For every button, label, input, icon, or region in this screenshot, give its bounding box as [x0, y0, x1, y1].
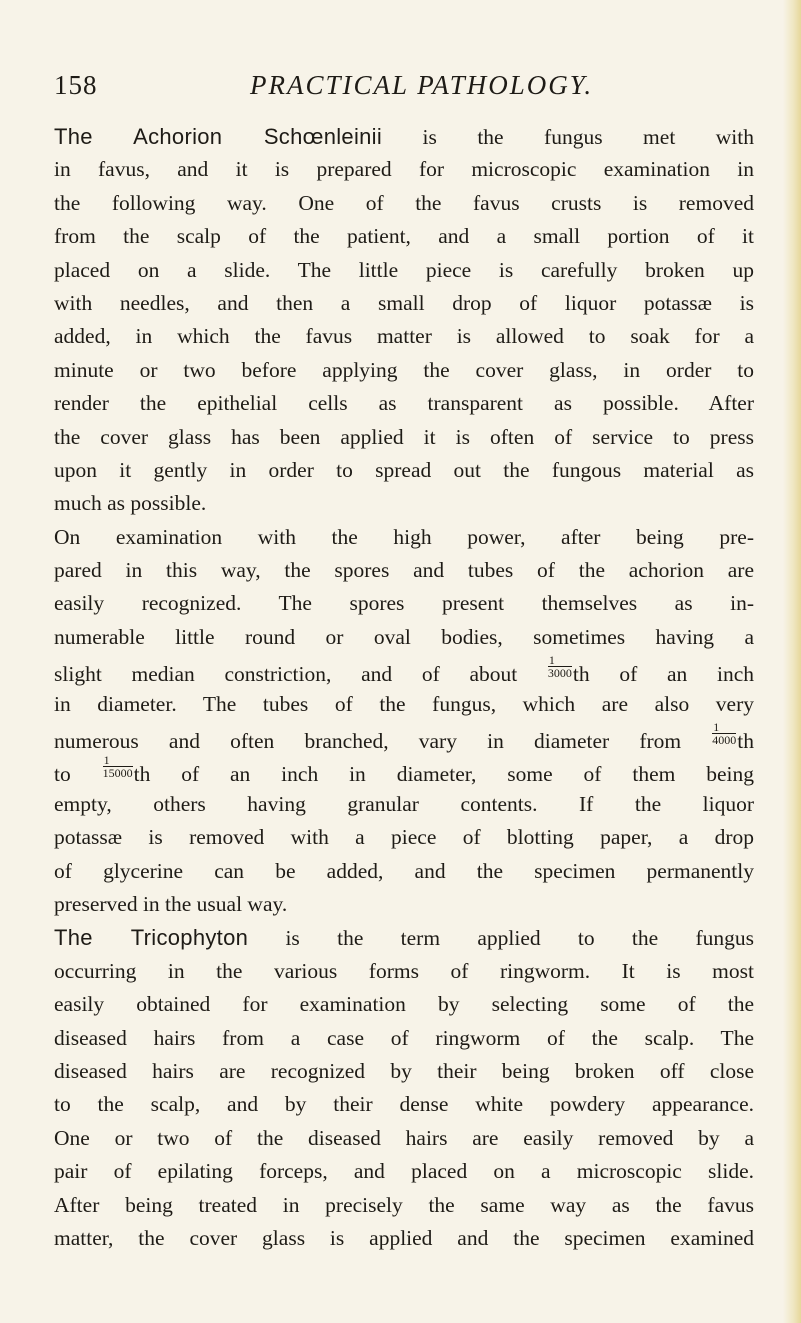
- text-line: pair of epilating forceps, and placed on a microscopic slide.: [54, 1159, 754, 1184]
- fraction-numerator: 1: [548, 654, 572, 667]
- text-line: [54, 120, 754, 153]
- fraction-denominator: 4000: [712, 733, 737, 748]
- text-line: After being treated in precisely the same way as the favus: [54, 1192, 754, 1217]
- text-line: [54, 654, 754, 687]
- text-line: diseased hairs from a case of ringworm of the scalp. The: [54, 1025, 754, 1050]
- text-line: the following way. One of the favus crusts is removed: [54, 190, 754, 215]
- text-line: the cover glass has been applied it is often of service to press: [54, 424, 754, 449]
- line-text: slight median constriction, and of about: [54, 662, 547, 687]
- text-line: preserved in the usual way.: [54, 891, 288, 916]
- text-line: diseased hairs are recognized by their being broken off close: [54, 1058, 754, 1083]
- fraction-denominator: 3000: [547, 666, 572, 681]
- text-line: [54, 921, 754, 954]
- text-line: in favus, and it is prepared for microscopic examination in: [54, 157, 754, 182]
- text-line: render the epithelial cells as transparent as possible. After: [54, 391, 754, 416]
- fraction-numerator: 1: [712, 721, 736, 734]
- text-line: to the scalp, and by their dense white powdery appearance.: [54, 1092, 754, 1117]
- page-header: [54, 70, 754, 110]
- text-line: easily obtained for examination by selecting some of the: [54, 992, 754, 1017]
- text-line: placed on a slide. The little piece is carefully broken up: [54, 257, 754, 282]
- text-line: occurring in the various forms of ringworm. It is most: [54, 958, 754, 983]
- fraction-denominator: 15000: [102, 766, 133, 781]
- fraction-numerator: 1: [103, 754, 133, 767]
- text-line: One or two of the diseased hairs are easily removed by a: [54, 1125, 754, 1150]
- term-heading: The Tricophyton: [54, 925, 249, 951]
- text-line: On examination with the high power, after being pre-: [54, 524, 754, 549]
- term-heading: The Achorion Schœnleinii: [54, 124, 383, 149]
- text-line: potassæ is removed with a piece of blotting paper, a drop: [54, 825, 754, 850]
- text-line: [54, 754, 754, 787]
- fraction: [548, 654, 572, 679]
- text-line: of glycerine can be added, and the specimen permanently: [54, 858, 754, 883]
- text-line: minute or two before applying the cover glass, in order to: [54, 357, 754, 382]
- text-line: [54, 721, 754, 754]
- text-line: matter, the cover glass is applied and the specimen examined: [54, 1225, 754, 1250]
- line-text: is the fungus met with: [382, 125, 754, 149]
- fraction: [103, 754, 133, 779]
- page-number: 158: [54, 70, 98, 100]
- text-line: from the scalp of the patient, and a small portion of it: [54, 224, 754, 249]
- text-line: easily recognized. The spores present themselves as in-: [54, 591, 754, 616]
- line-text: to: [54, 762, 102, 787]
- body-text: [54, 120, 754, 1255]
- text-line: empty, others having granular contents. If the liquor: [54, 791, 754, 816]
- text-line: much as possible.: [54, 491, 207, 516]
- line-text: is the term applied to the fungus: [248, 926, 754, 951]
- line-text: th of an inch in diameter, some of them being: [133, 762, 754, 787]
- line-text: numerous and often branched, vary in diameter from: [54, 729, 712, 754]
- running-head: PRACTICAL PATHOLOGY.: [250, 70, 594, 100]
- text-line: added, in which the favus matter is allowed to soak for a: [54, 324, 754, 349]
- text-line: upon it gently in order to spread out the fungous material as: [54, 457, 754, 482]
- text-line: in diameter. The tubes of the fungus, which are also very: [54, 691, 754, 716]
- line-text: th of an inch: [572, 662, 754, 687]
- page-edge-shadow: [783, 0, 801, 1323]
- text-line: pared in this way, the spores and tubes of the achorion are: [54, 558, 754, 583]
- text-line: numerable little round or oval bodies, sometimes having a: [54, 624, 754, 649]
- text-line: with needles, and then a small drop of liquor potassæ is: [54, 290, 754, 315]
- line-text: th: [737, 729, 754, 754]
- fraction: [712, 721, 736, 746]
